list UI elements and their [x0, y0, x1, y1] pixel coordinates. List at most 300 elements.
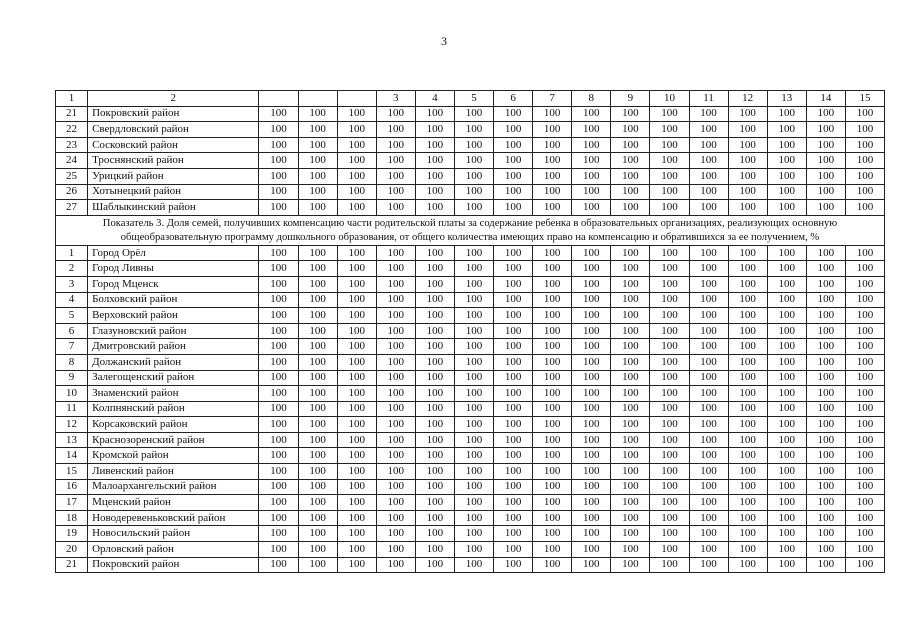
value-cell: 100	[650, 308, 689, 324]
value-cell: 100	[454, 557, 493, 573]
value-cell: 100	[259, 542, 298, 558]
value-cell: 100	[650, 292, 689, 308]
value-cell: 100	[454, 526, 493, 542]
value-cell: 100	[259, 557, 298, 573]
value-cell: 100	[415, 386, 454, 402]
value-cell: 100	[689, 386, 728, 402]
value-cell: 100	[650, 200, 689, 216]
value-cell: 100	[337, 464, 376, 480]
value-cell: 100	[689, 153, 728, 169]
value-cell: 100	[454, 184, 493, 200]
value-cell: 100	[533, 417, 572, 433]
header-cell: 14	[806, 91, 845, 107]
value-cell: 100	[689, 495, 728, 511]
header-cell: 9	[611, 91, 650, 107]
value-cell: 100	[767, 526, 806, 542]
value-cell: 100	[494, 168, 533, 184]
row-number: 9	[56, 370, 88, 386]
value-cell: 100	[454, 168, 493, 184]
value-cell: 100	[298, 106, 337, 122]
value-cell: 100	[806, 308, 845, 324]
value-cell: 100	[767, 122, 806, 138]
value-cell: 100	[689, 542, 728, 558]
value-cell: 100	[337, 354, 376, 370]
table-row	[56, 448, 885, 464]
value-cell: 100	[415, 495, 454, 511]
value-cell: 100	[650, 339, 689, 355]
header-cell: 8	[572, 91, 611, 107]
value-cell: 100	[415, 122, 454, 138]
value-cell: 100	[611, 542, 650, 558]
value-cell: 100	[767, 184, 806, 200]
district-name: Город Мценск	[88, 276, 259, 292]
value-cell: 100	[298, 323, 337, 339]
value-cell: 100	[415, 323, 454, 339]
value-cell: 100	[376, 464, 415, 480]
value-cell: 100	[337, 542, 376, 558]
value-cell: 100	[572, 495, 611, 511]
value-cell: 100	[572, 401, 611, 417]
value-cell: 100	[337, 122, 376, 138]
value-cell: 100	[376, 308, 415, 324]
value-cell: 100	[845, 510, 884, 526]
table-row	[56, 479, 885, 495]
value-cell: 100	[298, 137, 337, 153]
value-cell: 100	[298, 339, 337, 355]
table-row	[56, 245, 885, 261]
value-cell: 100	[454, 200, 493, 216]
value-cell: 100	[650, 370, 689, 386]
value-cell: 100	[689, 261, 728, 277]
value-cell: 100	[845, 261, 884, 277]
value-cell: 100	[650, 479, 689, 495]
value-cell: 100	[728, 276, 767, 292]
header-cell: 15	[845, 91, 884, 107]
value-cell: 100	[806, 401, 845, 417]
value-cell: 100	[767, 479, 806, 495]
value-cell: 100	[728, 526, 767, 542]
value-cell: 100	[806, 370, 845, 386]
value-cell: 100	[572, 526, 611, 542]
value-cell: 100	[533, 479, 572, 495]
value-cell: 100	[728, 354, 767, 370]
district-name: Покровский район	[88, 106, 259, 122]
value-cell: 100	[650, 432, 689, 448]
value-cell: 100	[494, 417, 533, 433]
value-cell: 100	[611, 448, 650, 464]
value-cell: 100	[259, 464, 298, 480]
value-cell: 100	[806, 200, 845, 216]
value-cell: 100	[415, 261, 454, 277]
row-number: 14	[56, 448, 88, 464]
value-cell: 100	[572, 184, 611, 200]
value-cell: 100	[572, 137, 611, 153]
table-row	[56, 168, 885, 184]
value-cell: 100	[298, 386, 337, 402]
value-cell: 100	[611, 417, 650, 433]
value-cell: 100	[728, 386, 767, 402]
value-cell: 100	[650, 510, 689, 526]
value-cell: 100	[845, 354, 884, 370]
value-cell: 100	[767, 557, 806, 573]
value-cell: 100	[337, 370, 376, 386]
value-cell: 100	[767, 464, 806, 480]
value-cell: 100	[806, 122, 845, 138]
district-name: Город Ливны	[88, 261, 259, 277]
value-cell: 100	[650, 245, 689, 261]
value-cell: 100	[533, 106, 572, 122]
value-cell: 100	[494, 542, 533, 558]
value-cell: 100	[572, 168, 611, 184]
value-cell: 100	[845, 200, 884, 216]
value-cell: 100	[415, 401, 454, 417]
value-cell: 100	[767, 354, 806, 370]
value-cell: 100	[689, 168, 728, 184]
value-cell: 100	[689, 292, 728, 308]
row-number: 26	[56, 184, 88, 200]
value-cell: 100	[806, 495, 845, 511]
value-cell: 100	[650, 261, 689, 277]
value-cell: 100	[337, 526, 376, 542]
value-cell: 100	[767, 417, 806, 433]
value-cell: 100	[845, 417, 884, 433]
value-cell: 100	[298, 261, 337, 277]
value-cell: 100	[415, 479, 454, 495]
value-cell: 100	[767, 245, 806, 261]
value-cell: 100	[728, 464, 767, 480]
value-cell: 100	[298, 122, 337, 138]
value-cell: 100	[845, 276, 884, 292]
district-name: Краснозоренский район	[88, 432, 259, 448]
value-cell: 100	[454, 323, 493, 339]
value-cell: 100	[572, 464, 611, 480]
district-name: Шаблыкинский район	[88, 200, 259, 216]
value-cell: 100	[650, 417, 689, 433]
value-cell: 100	[376, 323, 415, 339]
table-row	[56, 386, 885, 402]
value-cell: 100	[494, 370, 533, 386]
value-cell: 100	[689, 276, 728, 292]
value-cell: 100	[728, 432, 767, 448]
value-cell: 100	[494, 184, 533, 200]
value-cell: 100	[728, 308, 767, 324]
value-cell: 100	[572, 417, 611, 433]
row-number: 21	[56, 557, 88, 573]
value-cell: 100	[611, 200, 650, 216]
value-cell: 100	[415, 292, 454, 308]
value-cell: 100	[533, 200, 572, 216]
value-cell: 100	[298, 245, 337, 261]
value-cell: 100	[494, 276, 533, 292]
value-cell: 100	[650, 122, 689, 138]
value-cell: 100	[572, 448, 611, 464]
value-cell: 100	[689, 200, 728, 216]
row-number: 22	[56, 122, 88, 138]
value-cell: 100	[611, 479, 650, 495]
table-row	[56, 308, 885, 324]
value-cell: 100	[454, 276, 493, 292]
value-cell: 100	[337, 106, 376, 122]
value-cell: 100	[806, 354, 845, 370]
value-cell: 100	[533, 308, 572, 324]
value-cell: 100	[494, 245, 533, 261]
value-cell: 100	[845, 153, 884, 169]
value-cell: 100	[415, 354, 454, 370]
value-cell: 100	[533, 432, 572, 448]
district-name: Малоархангельский район	[88, 479, 259, 495]
header-cell: 6	[494, 91, 533, 107]
value-cell: 100	[259, 448, 298, 464]
value-cell: 100	[611, 557, 650, 573]
value-cell: 100	[376, 339, 415, 355]
value-cell: 100	[259, 401, 298, 417]
value-cell: 100	[454, 417, 493, 433]
value-cell: 100	[337, 308, 376, 324]
value-cell: 100	[337, 200, 376, 216]
value-cell: 100	[533, 495, 572, 511]
value-cell: 100	[454, 479, 493, 495]
value-cell: 100	[650, 464, 689, 480]
value-cell: 100	[767, 168, 806, 184]
value-cell: 100	[572, 339, 611, 355]
value-cell: 100	[572, 557, 611, 573]
value-cell: 100	[845, 401, 884, 417]
value-cell: 100	[376, 200, 415, 216]
value-cell: 100	[376, 276, 415, 292]
value-cell: 100	[415, 417, 454, 433]
header-cell: 2	[88, 91, 259, 107]
value-cell: 100	[728, 542, 767, 558]
value-cell: 100	[494, 153, 533, 169]
value-cell: 100	[533, 292, 572, 308]
value-cell: 100	[728, 417, 767, 433]
value-cell: 100	[845, 245, 884, 261]
value-cell: 100	[376, 479, 415, 495]
value-cell: 100	[650, 153, 689, 169]
value-cell: 100	[611, 245, 650, 261]
value-cell: 100	[259, 168, 298, 184]
value-cell: 100	[415, 464, 454, 480]
value-cell: 100	[728, 292, 767, 308]
value-cell: 100	[454, 106, 493, 122]
value-cell: 100	[611, 137, 650, 153]
value-cell: 100	[337, 323, 376, 339]
value-cell: 100	[533, 122, 572, 138]
header-cell: 13	[767, 91, 806, 107]
value-cell: 100	[767, 370, 806, 386]
value-cell: 100	[376, 526, 415, 542]
header-cell: 4	[415, 91, 454, 107]
value-cell: 100	[650, 276, 689, 292]
value-cell: 100	[337, 292, 376, 308]
value-cell: 100	[845, 308, 884, 324]
value-cell: 100	[611, 184, 650, 200]
value-cell: 100	[689, 184, 728, 200]
value-cell: 100	[767, 261, 806, 277]
value-cell: 100	[337, 495, 376, 511]
table-row	[56, 106, 885, 122]
value-cell: 100	[728, 137, 767, 153]
value-cell: 100	[728, 479, 767, 495]
value-cell: 100	[806, 292, 845, 308]
value-cell: 100	[806, 432, 845, 448]
row-number: 13	[56, 432, 88, 448]
value-cell: 100	[767, 292, 806, 308]
value-cell: 100	[494, 200, 533, 216]
value-cell: 100	[376, 432, 415, 448]
value-cell: 100	[611, 339, 650, 355]
value-cell: 100	[611, 153, 650, 169]
value-cell: 100	[259, 292, 298, 308]
value-cell: 100	[337, 276, 376, 292]
table-row	[56, 261, 885, 277]
value-cell: 100	[454, 137, 493, 153]
value-cell: 100	[689, 137, 728, 153]
district-name: Болховский район	[88, 292, 259, 308]
value-cell: 100	[845, 106, 884, 122]
value-cell: 100	[806, 417, 845, 433]
value-cell: 100	[845, 292, 884, 308]
value-cell: 100	[767, 448, 806, 464]
value-cell: 100	[415, 557, 454, 573]
header-cell: 3	[376, 91, 415, 107]
value-cell: 100	[259, 432, 298, 448]
value-cell: 100	[611, 354, 650, 370]
value-cell: 100	[533, 542, 572, 558]
value-cell: 100	[298, 479, 337, 495]
value-cell: 100	[415, 106, 454, 122]
value-cell: 100	[728, 510, 767, 526]
value-cell: 100	[689, 464, 728, 480]
value-cell: 100	[415, 526, 454, 542]
value-cell: 100	[259, 354, 298, 370]
row-number: 15	[56, 464, 88, 480]
value-cell: 100	[767, 106, 806, 122]
table-row	[56, 323, 885, 339]
value-cell: 100	[845, 479, 884, 495]
value-cell: 100	[259, 261, 298, 277]
row-number: 24	[56, 153, 88, 169]
value-cell: 100	[767, 308, 806, 324]
value-cell: 100	[728, 323, 767, 339]
value-cell: 100	[533, 184, 572, 200]
value-cell: 100	[454, 464, 493, 480]
value-cell: 100	[494, 354, 533, 370]
value-cell: 100	[337, 386, 376, 402]
value-cell: 100	[689, 510, 728, 526]
value-cell: 100	[337, 479, 376, 495]
value-cell: 100	[494, 495, 533, 511]
value-cell: 100	[572, 323, 611, 339]
table-row	[56, 526, 885, 542]
value-cell: 100	[337, 401, 376, 417]
row-number: 5	[56, 308, 88, 324]
value-cell: 100	[298, 417, 337, 433]
value-cell: 100	[259, 323, 298, 339]
value-cell: 100	[259, 339, 298, 355]
value-cell: 100	[259, 276, 298, 292]
value-cell: 100	[494, 386, 533, 402]
value-cell: 100	[533, 370, 572, 386]
value-cell: 100	[298, 200, 337, 216]
value-cell: 100	[298, 557, 337, 573]
value-cell: 100	[533, 245, 572, 261]
value-cell: 100	[728, 339, 767, 355]
value-cell: 100	[376, 261, 415, 277]
value-cell: 100	[298, 370, 337, 386]
table-row	[56, 464, 885, 480]
value-cell: 100	[845, 370, 884, 386]
value-cell: 100	[494, 323, 533, 339]
value-cell: 100	[494, 261, 533, 277]
value-cell: 100	[494, 464, 533, 480]
value-cell: 100	[454, 261, 493, 277]
row-number: 17	[56, 495, 88, 511]
row-number: 11	[56, 401, 88, 417]
value-cell: 100	[376, 168, 415, 184]
table-row	[56, 137, 885, 153]
value-cell: 100	[337, 184, 376, 200]
value-cell: 100	[572, 542, 611, 558]
value-cell: 100	[454, 542, 493, 558]
header-cell: 11	[689, 91, 728, 107]
value-cell: 100	[689, 432, 728, 448]
value-cell: 100	[298, 495, 337, 511]
value-cell: 100	[376, 106, 415, 122]
value-cell: 100	[259, 137, 298, 153]
district-name: Новодеревеньковский район	[88, 510, 259, 526]
row-number: 3	[56, 276, 88, 292]
value-cell: 100	[415, 184, 454, 200]
district-name: Свердловский район	[88, 122, 259, 138]
value-cell: 100	[454, 339, 493, 355]
value-cell: 100	[376, 137, 415, 153]
value-cell: 100	[376, 448, 415, 464]
value-cell: 100	[494, 339, 533, 355]
district-name: Сосковский район	[88, 137, 259, 153]
value-cell: 100	[376, 542, 415, 558]
value-cell: 100	[376, 495, 415, 511]
value-cell: 100	[845, 122, 884, 138]
value-cell: 100	[533, 261, 572, 277]
value-cell: 100	[533, 464, 572, 480]
row-number: 7	[56, 339, 88, 355]
value-cell: 100	[806, 386, 845, 402]
value-cell: 100	[689, 354, 728, 370]
value-cell: 100	[845, 137, 884, 153]
value-cell: 100	[767, 276, 806, 292]
value-cell: 100	[415, 153, 454, 169]
value-cell: 100	[298, 432, 337, 448]
value-cell: 100	[376, 153, 415, 169]
value-cell: 100	[454, 354, 493, 370]
value-cell: 100	[650, 542, 689, 558]
value-cell: 100	[650, 495, 689, 511]
value-cell: 100	[298, 153, 337, 169]
value-cell: 100	[259, 200, 298, 216]
value-cell: 100	[337, 245, 376, 261]
value-cell: 100	[259, 479, 298, 495]
value-cell: 100	[845, 464, 884, 480]
value-cell: 100	[454, 153, 493, 169]
value-cell: 100	[689, 106, 728, 122]
value-cell: 100	[572, 200, 611, 216]
value-cell: 100	[259, 386, 298, 402]
value-cell: 100	[767, 153, 806, 169]
row-number: 23	[56, 137, 88, 153]
value-cell: 100	[728, 448, 767, 464]
value-cell: 100	[494, 122, 533, 138]
